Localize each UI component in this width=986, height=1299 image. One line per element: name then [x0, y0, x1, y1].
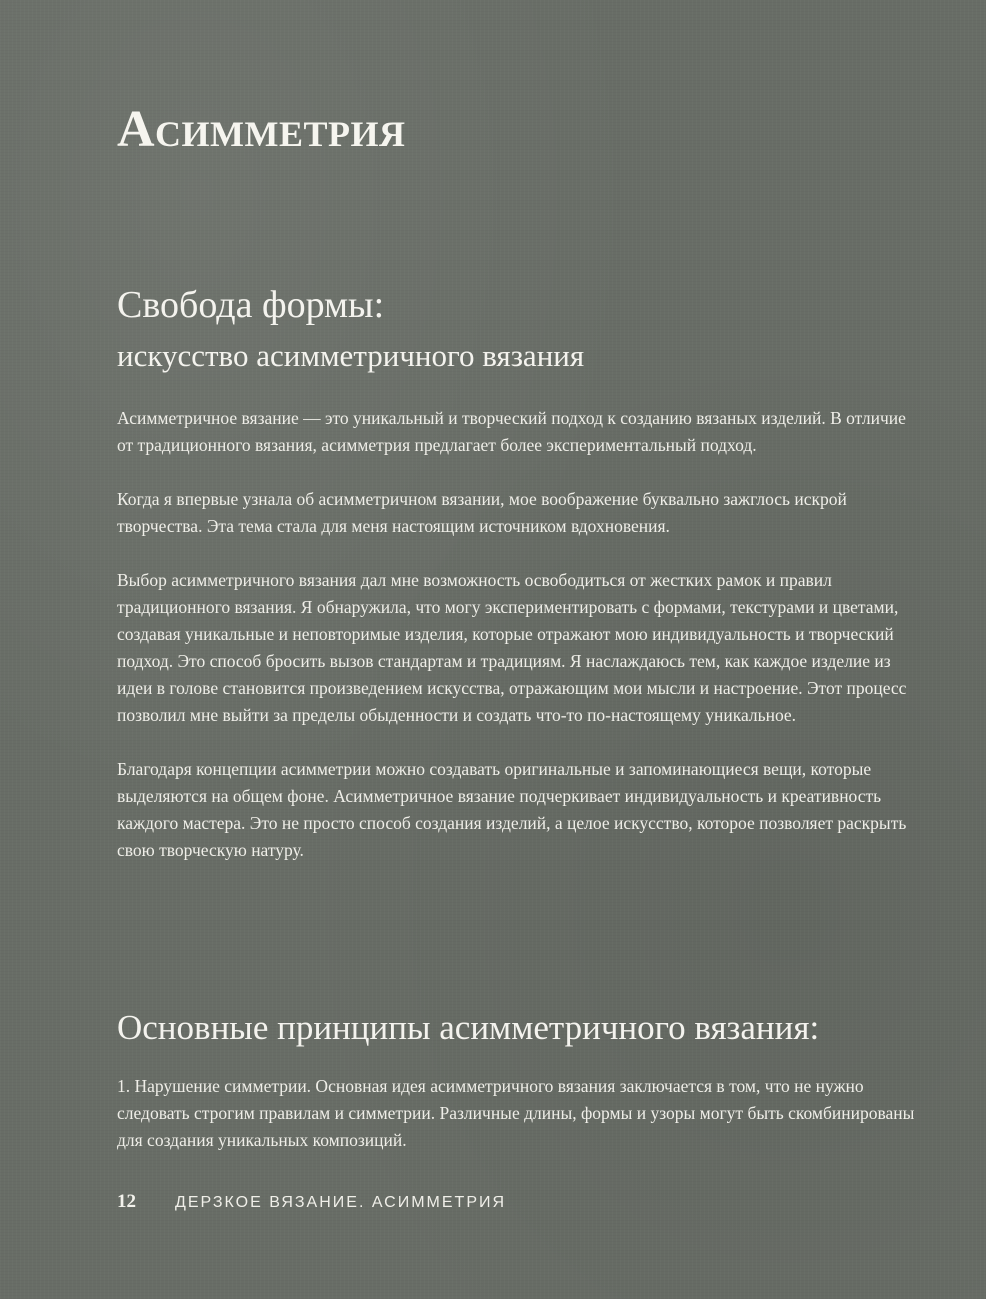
paragraph-3: Выбор асимметричного вязания дал мне возможность освободиться от жестких рамок и правил традиционного вязания. Я обнаружила, что могу экспериментировать с формами, текстурами и цветами, создавая уникальные и неповторимые изделия, которые отражают мою индивидуальность и творческий подход. Это способ бросить вызов стандартам и традициям. Я наслаждаюсь тем, как каждое изделие из идеи в голове становится произведением искусства, отражающим мои мысли и настроение. Этот процесс позволил мне выйти за пределы обыденности и создать что-то по-настоящему уникальное. [117, 570, 907, 725]
page-number: 12 [117, 1191, 136, 1212]
page-footer [117, 1191, 506, 1213]
section-title-line-1: Свобода формы: [117, 284, 385, 326]
paragraph-2: Когда я впервые узнала об асимметричном вязании, мое воображение буквально зажглось искрой творчества. Эта тема стала для меня настоящим источником вдохновения. [117, 489, 847, 536]
principles-title: Основные принципы асимметричного вязания: [117, 1008, 820, 1047]
chapter-title: Асимметрия [117, 101, 406, 158]
paragraph-4: Благодаря концепции асимметрии можно создавать оригинальные и запоминающиеся вещи, которые выделяются на общем фоне. Асимметричное вязание подчеркивает индивидуальность и креативность каждого мастера. Это не просто способ создания изделий, а целое искусство, которое позволяет раскрыть свою творческую натуру. [117, 759, 907, 860]
section-title [117, 280, 584, 382]
section-title-line-2: искусство асимметричного вязания [117, 338, 585, 373]
principle-item-1: 1. Нарушение симметрии. Основная идея асимметричного вязания заключается в том, что не нужно следовать строгим правилам и симметрии. Различные длины, формы и узоры могут быть скомбинированы для создания уникальных композиций. [117, 1076, 915, 1150]
running-title: ДЕРЗКОЕ ВЯЗАНИЕ. АСИММЕТРИЯ [175, 1194, 507, 1211]
section-body [117, 405, 917, 891]
paragraph-1: Асимметричное вязание — это уникальный и творческий подход к созданию вязаных изделий. В отличие от традиционного вязания, асимметрия предлагает более экспериментальный подход. [117, 408, 906, 455]
principles-list [117, 1073, 917, 1154]
